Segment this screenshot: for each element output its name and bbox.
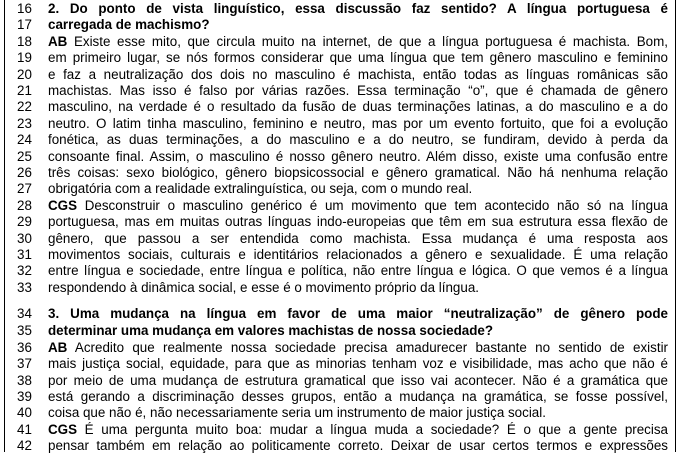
document-line — [5, 280, 677, 296]
line-number: 19 — [17, 50, 32, 65]
line-number: 29 — [17, 214, 32, 229]
answer-text — [48, 67, 668, 83]
line-text: neutro. O latim tinha masculino, feminino e neutro, mas por um evento fortuito, que foi a evolução — [48, 116, 668, 131]
document-line — [5, 34, 677, 50]
line-number: 39 — [17, 389, 32, 404]
line-number: 30 — [17, 231, 32, 246]
line-text: machistas. Mas isso é falso por várias razões. Essa terminação “o”, que é chamada de gênero — [48, 83, 668, 98]
question-heading-text — [48, 17, 668, 33]
answer-text — [48, 373, 668, 389]
line-number: 21 — [17, 83, 32, 98]
line-text: portuguesa, mas em muitas outras línguas indo-europeias que têm em sua estrutura essa flexão de — [48, 214, 668, 229]
line-number: 32 — [17, 263, 32, 278]
answer-text — [48, 247, 668, 263]
document-line — [5, 50, 677, 66]
line-number: 40 — [17, 405, 32, 420]
line-number: 26 — [17, 165, 32, 180]
line-number: 28 — [17, 198, 32, 213]
line-text: movimentos sociais, culturais e identitários relacionados a gênero e sexualidade. É uma relação — [48, 247, 668, 262]
document-line — [5, 231, 677, 247]
line-text: obrigatória com a realidade extralinguística, ou seja, com o mundo real. — [48, 181, 473, 196]
answer-text — [48, 422, 668, 438]
line-number: 36 — [17, 340, 32, 355]
document-line — [5, 373, 677, 389]
line-text: carregada de machismo? — [48, 17, 210, 32]
document-line — [5, 389, 677, 405]
speaker-label: AB — [48, 34, 68, 49]
document-line — [5, 214, 677, 230]
line-text: por meio de uma mudança de estrutura gramatical que isso vai acontecer. Não é a gramática que — [48, 373, 668, 388]
answer-text — [48, 356, 668, 372]
line-number: 16 — [17, 1, 32, 16]
answer-text — [48, 389, 668, 405]
document-line — [5, 405, 677, 421]
line-number: 25 — [17, 149, 32, 164]
line-number: 20 — [17, 67, 32, 82]
document-line — [5, 116, 677, 132]
line-text: Existe esse mito, que circula muito na internet, de que a língua portuguesa é machista. Bom, — [67, 34, 668, 49]
answer-text — [48, 165, 668, 181]
answer-text — [48, 231, 668, 247]
document-line — [5, 263, 677, 279]
line-number: 17 — [17, 17, 32, 32]
document-line — [5, 165, 677, 181]
line-text: três coisas: sexo biológico, gênero biopsicossocial e gênero gramatical. Não há nenhuma relação — [48, 165, 668, 180]
line-number: 23 — [17, 116, 32, 131]
line-text: consoante final. Assim, o masculino é nosso gênero neutro. Além disso, existe uma confusão entre — [48, 149, 668, 164]
line-number: 27 — [17, 181, 32, 196]
line-number: 37 — [17, 356, 32, 371]
line-text: 2. Do ponto de vista linguístico, essa discussão faz sentido? A língua portuguesa é — [48, 1, 668, 16]
document-line — [5, 247, 677, 263]
line-text: e faz a neutralização dos dois no masculino é machista, então todas as línguas românicas são — [48, 67, 668, 82]
line-number: 42 — [17, 438, 32, 453]
line-text: entre língua e sociedade, entre língua e política, não entre língua e lógica. O que vemos é a língua — [48, 263, 668, 278]
document-line — [5, 132, 677, 148]
question-heading-text — [48, 323, 668, 339]
document-line — [5, 99, 677, 115]
document-line — [5, 67, 677, 83]
question-heading-text — [48, 306, 668, 322]
line-text: masculino, na verdade é o resultado da fusão de duas terminações latinas, a do masculino e a do — [48, 99, 668, 114]
document-line — [5, 181, 677, 197]
answer-text — [48, 280, 668, 296]
line-number: 34 — [17, 306, 32, 321]
document-page — [4, 0, 676, 452]
line-text: coisa que não é, não necessariamente seria um instrumento de maior justiça social. — [48, 405, 546, 420]
answer-text — [48, 198, 668, 214]
line-text: pensar também em relação ao politicamente correto. Deixar de usar certos termos e expressões — [48, 438, 668, 453]
line-text: gênero, que passou a ser entendida como machista. Essa mudança é uma resposta aos — [48, 231, 668, 246]
document-line — [5, 422, 677, 438]
answer-text — [48, 99, 668, 115]
line-number: 31 — [17, 247, 32, 262]
document-line — [5, 149, 677, 165]
line-number: 33 — [17, 280, 32, 295]
answer-text — [48, 340, 668, 356]
line-text: está gerando a discriminação desses grupos, então a mudança na gramática, se fosse possível, — [48, 389, 668, 404]
answer-text — [48, 405, 668, 421]
line-text: determinar uma mudança em valores machistas de nossa sociedade? — [48, 323, 494, 338]
line-number: 18 — [17, 34, 32, 49]
line-text: 3. Uma mudança na língua em favor de uma maior “neutralização” de gênero pode — [48, 306, 668, 321]
line-text: Desconstruir o masculino genérico é um movimento que tem acontecido não só na língua — [77, 198, 668, 213]
speaker-label: CGS — [48, 198, 78, 213]
line-text: É uma pergunta muito boa: mudar a língua muda a sociedade? É o que a gente precisa — [77, 422, 668, 437]
question-heading-text — [48, 1, 668, 17]
answer-text — [48, 181, 668, 197]
document-line — [5, 17, 677, 33]
answer-text — [48, 132, 668, 148]
line-text: Acredito que realmente nossa sociedade precisa amadurecer bastante no sentido de existir — [67, 340, 668, 355]
document-line — [5, 323, 677, 339]
line-text: mais justiça social, equidade, para que as minorias tenham voz e visibilidade, mas acho que não é — [48, 356, 668, 371]
line-text: respondendo à dinâmica social, e esse é o movimento próprio da língua. — [48, 280, 479, 295]
speaker-label: CGS — [48, 422, 78, 437]
document-line — [5, 198, 677, 214]
answer-text — [48, 149, 668, 165]
answer-text — [48, 50, 668, 66]
line-number: 24 — [17, 132, 32, 147]
answer-text — [48, 263, 668, 279]
answer-text — [48, 116, 668, 132]
answer-text — [48, 83, 668, 99]
answer-text — [48, 34, 668, 50]
line-text: fonética, as duas terminações, a do masculino e a do neutro, se fundiram, devido à perda da — [48, 132, 668, 147]
line-text: em primeiro lugar, se nós formos considerar que uma língua que tem gênero masculino e feminino — [48, 50, 668, 65]
document-line — [5, 356, 677, 372]
document-line — [5, 306, 677, 322]
line-number: 35 — [17, 323, 32, 338]
document-line — [5, 83, 677, 99]
line-number: 22 — [17, 99, 32, 114]
line-number: 38 — [17, 373, 32, 388]
line-number: 41 — [17, 422, 32, 437]
document-line — [5, 340, 677, 356]
speaker-label: AB — [48, 340, 68, 355]
answer-text — [48, 214, 668, 230]
document-line — [5, 1, 677, 17]
